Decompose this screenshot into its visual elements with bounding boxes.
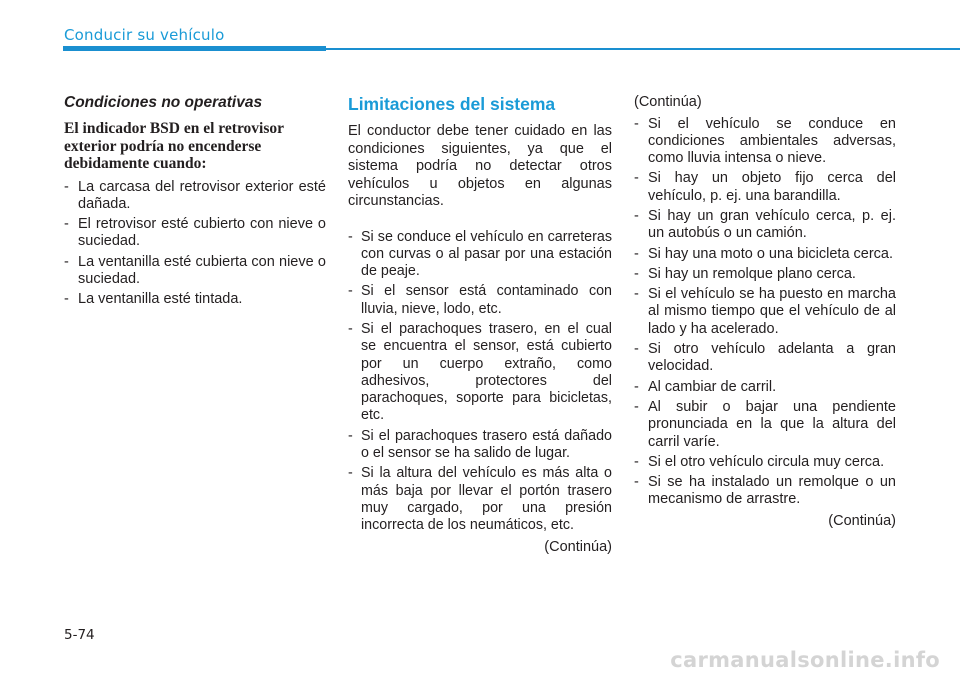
limitation-list — [348, 229, 612, 535]
list-item-text: Si se ha instalado un remolque o un mecanismo de arrastre. — [648, 474, 896, 508]
dash-bullet: - — [64, 216, 69, 233]
list-item-text: Si hay un gran vehículo cerca, p. ej. un autobús o un camión. — [648, 207, 896, 242]
list-item-text: Si el parachoques trasero, en el cual se encuentra el sensor, está cubierto por un cuerpo extraño, como adhesivos, protectores del parachoques, soporte para bicicletas, etc. — [361, 320, 612, 424]
list-item-text: Si el vehículo se ha puesto en marcha al mismo tiempo que el vehículo de al lado y ha acelerado. — [648, 286, 896, 337]
list-item — [634, 246, 896, 263]
dash-bullet: - — [348, 228, 353, 245]
list-item-text: La ventanilla esté cubierta con nieve o suciedad. — [78, 253, 326, 287]
continued-label: (Continúa) — [544, 538, 612, 555]
dash-bullet: - — [64, 253, 69, 270]
dash-bullet: - — [634, 474, 639, 491]
dash-bullet: - — [634, 286, 639, 303]
column-middle — [348, 94, 612, 556]
list-item — [634, 474, 896, 509]
list-item — [634, 208, 896, 243]
section-subheading: El indicador BSD en el retrovisor exterior podría no encenderse debidamente cuando: — [64, 120, 284, 172]
list-item — [64, 254, 326, 289]
continued-label: (Continúa) — [828, 512, 896, 529]
section-heading-limitaciones: Limitaciones del sistema — [348, 94, 556, 114]
dash-bullet: - — [634, 398, 639, 415]
intro-paragraph: El conductor debe tener cuidado en las condiciones siguientes, ya que el sistema podría no detectar otros vehículos u objetos en algunas circunstancias. — [348, 123, 612, 209]
header-rule — [326, 48, 960, 50]
section-header-title: Conducir su vehículo — [64, 26, 225, 44]
page-number: 5-74 — [64, 627, 95, 643]
dash-bullet: - — [634, 115, 639, 132]
list-item — [634, 266, 896, 283]
header-rule-accent — [63, 46, 326, 51]
list-item — [64, 179, 326, 214]
watermark: carmanualsonline.info — [670, 648, 940, 672]
dash-bullet: - — [634, 170, 639, 187]
list-item-text: Si hay un objeto fijo cerca del vehículo, p. ej. una barandilla. — [648, 170, 896, 204]
list-item-text: Si otro vehículo adelanta a gran velocidad. — [648, 341, 896, 375]
list-item-text: Si se conduce el vehículo en carreteras con curvas o al pasar por una estación de peaje. — [361, 228, 612, 280]
dash-bullet: - — [348, 283, 353, 300]
list-item-text: Si la altura del vehículo es más alta o más baja por llevar el portón trasero muy cargado, por una presión incorrecta de los neumáticos, etc. — [361, 465, 612, 534]
dash-bullet: - — [64, 178, 69, 195]
list-item-text: Al cambiar de carril. — [648, 378, 777, 395]
list-item — [634, 341, 896, 376]
list-item-text: La ventanilla esté tintada. — [78, 291, 243, 308]
list-item — [348, 283, 612, 318]
dash-bullet: - — [634, 265, 639, 282]
list-item-text: Si el otro vehículo circula muy cerca. — [648, 453, 885, 470]
list-item — [634, 454, 896, 471]
list-item — [64, 291, 326, 308]
list-item — [634, 170, 896, 205]
list-item — [64, 216, 326, 251]
list-item — [348, 229, 612, 281]
section-heading-condiciones: Condiciones no operativas — [64, 94, 263, 111]
list-item-text: El retrovisor esté cubierto con nieve o suciedad. — [78, 216, 326, 250]
list-item — [634, 286, 896, 338]
list-item-text: Si el parachoques trasero está dañado o el sensor se ha salido de lugar. — [361, 427, 612, 462]
list-item — [634, 116, 896, 168]
dash-bullet: - — [634, 378, 639, 395]
dash-bullet: - — [634, 207, 639, 224]
list-item-text: Al subir o bajar una pendiente pronunciada en la que la altura del carril varíe. — [648, 398, 896, 450]
dash-bullet: - — [64, 291, 69, 308]
list-item — [348, 465, 612, 534]
limitation-list-continued — [634, 116, 896, 509]
list-item — [348, 321, 612, 425]
dash-bullet: - — [634, 245, 639, 262]
dash-bullet: - — [634, 453, 639, 470]
list-item-text: Si el vehículo se conduce en condiciones ambientales adversas, como lluvia intensa o nieve. — [648, 115, 896, 167]
list-item-text: Si hay una moto o una bicicleta cerca. — [648, 245, 894, 262]
continued-top-label: (Continúa) — [634, 94, 702, 110]
list-item — [634, 399, 896, 451]
list-item-text: Si el sensor está contaminado con lluvia, nieve, lodo, etc. — [361, 283, 612, 317]
dash-bullet: - — [348, 465, 353, 482]
list-item-text: Si hay un remolque plano cerca. — [648, 265, 856, 282]
list-item — [348, 428, 612, 463]
list-item — [634, 379, 896, 396]
list-item-text: La carcasa del retrovisor exterior esté dañada. — [78, 178, 326, 212]
dash-bullet: - — [634, 341, 639, 358]
dash-bullet: - — [348, 427, 353, 444]
dash-bullet: - — [348, 320, 353, 337]
column-right — [634, 94, 896, 530]
column-left — [64, 94, 326, 312]
condition-list — [64, 179, 326, 309]
